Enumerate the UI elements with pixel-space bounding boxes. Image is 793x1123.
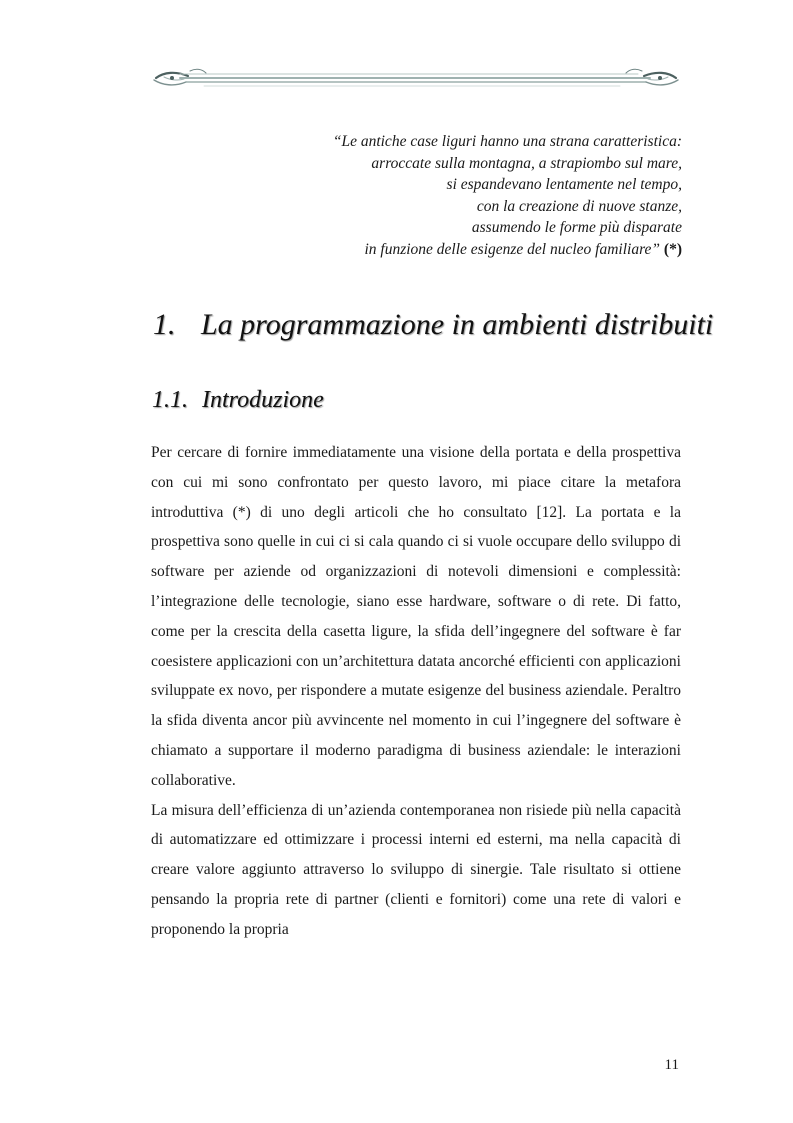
page-number: 11 [664, 1057, 679, 1073]
epigraph [222, 131, 682, 260]
paragraph: Per cercare di fornire immediatamente una visione della portata e della prospettiva con cui mi sono confrontato per questo lavoro, mi piace citare la metafora introduttiva (*) di uno degli articoli che ho consultato [12]. La portata e la prospettiva sono quelle in cui ci si cala quando ci si vuole occupare dello sviluppo di software per aziende od organizzazioni di notevoli dimensioni e complessità: l’integrazione delle tecnologie, siano esse hardware, software o di rete. Di fatto, come per la crescita della casetta ligure, la sfida dell’ingegnere del software è far coesistere applicazioni con un’architettura datata ancorché efficienti con applicazioni sviluppate ex novo, per rispondere a mutate esigenze del business aziendale. Peraltro la sfida diventa ancor più avvincente nel momento in cui l’ingegnere del software è chiamato a supportare il moderno paradigma di business aziendale: le interazioni collaborative. [151, 444, 681, 789]
epigraph-line: si espandevano lentamente nel tempo, [446, 176, 682, 193]
chapter-title: La programmazione in ambienti distribuiti [201, 308, 714, 341]
section-title: Introduzione [202, 387, 324, 413]
epigraph-last-line [222, 239, 682, 261]
footnote-mark: (*) [663, 240, 682, 258]
epigraph-line: arroccate sulla montagna, a strapiombo sul mare, [371, 154, 682, 172]
epigraph-line: assumendo le forme più disparate [471, 219, 682, 236]
epigraph-line: “Le antiche case liguri hanno una strana caratteristica: [332, 133, 682, 150]
section-heading [152, 384, 552, 416]
header-ornament [150, 66, 682, 92]
paragraph: La misura dell’efficienza di un’azienda contemporanea non risiede più nella capacità di automatizzare ed ottimizzare i processi interni ed esterni, ma nella capacità di creare valore aggiunto attraverso lo sviluppo di sinergie. Tale risultato si ottiene pensando la propria rete di partner (clienti e fornitori) come una rete di valori e proponendo la propria [151, 801, 681, 938]
epigraph-line: in funzione delle esigenze del nucleo familiare” [364, 240, 661, 258]
chapter-number: 1. [153, 308, 176, 341]
chapter-heading [153, 306, 714, 344]
epigraph-line: con la creazione di nuove stanze, [476, 197, 682, 215]
body-text [151, 438, 681, 945]
section-number: 1.1. [152, 387, 188, 413]
